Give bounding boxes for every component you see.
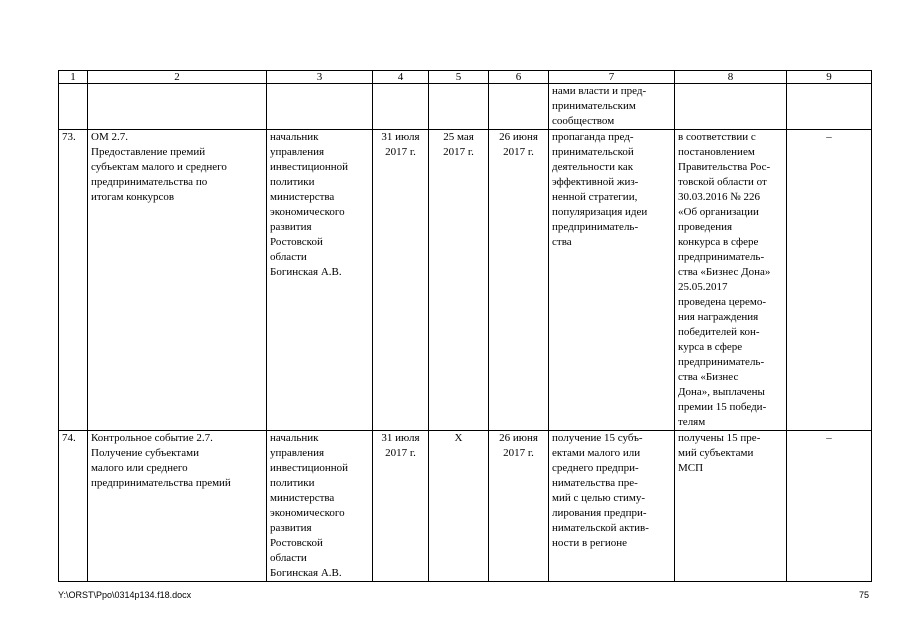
row-number: 74.	[59, 431, 88, 582]
header-cell: 9	[787, 71, 872, 84]
actual-end-date: 26 июня 2017 г.	[489, 431, 549, 582]
continuation-row	[59, 84, 872, 130]
empty-cell	[429, 84, 489, 130]
problems: –	[787, 130, 872, 431]
header-row	[59, 71, 872, 84]
header-cell: 5	[429, 71, 489, 84]
empty-cell	[88, 84, 267, 130]
row-number: 73.	[59, 130, 88, 431]
expected-result: пропаганда пред- принимательской деятельности как эффективной жиз- ненной стратегии, популяризация идеи предприниматель- ства	[549, 130, 675, 431]
file-path: Y:\ORST\Ppo\0314p134.f18.docx	[58, 590, 192, 600]
page-number: 75	[858, 590, 869, 600]
planned-date: 31 июля 2017 г.	[373, 130, 429, 431]
empty-cell	[267, 84, 373, 130]
report-table	[58, 70, 872, 582]
continuation-result-cell: нами власти и пред- принимательским сообществом	[549, 84, 675, 130]
problems: –	[787, 431, 872, 582]
header-cell: 1	[59, 71, 88, 84]
planned-date: 31 июля 2017 г.	[373, 431, 429, 582]
actual-result: получены 15 пре- мий субъектами МСП	[675, 431, 787, 582]
event-name: Контрольное событие 2.7. Получение субъектами малого или среднего предпринимательства премий	[88, 431, 267, 582]
responsible-person: начальник управления инвестиционной политики министерства экономического развития Ростовской области Богинская А.В.	[267, 130, 373, 431]
header-cell: 4	[373, 71, 429, 84]
empty-cell	[59, 84, 88, 130]
header-cell: 8	[675, 71, 787, 84]
header-cell: 7	[549, 71, 675, 84]
event-name: ОМ 2.7. Предоставление премий субъектам малого и среднего предпринимательства по итогам конкурсов	[88, 130, 267, 431]
empty-cell	[675, 84, 787, 130]
empty-cell	[787, 84, 872, 130]
responsible-person: начальник управления инвестиционной политики министерства экономического развития Ростовской области Богинская А.В.	[267, 431, 373, 582]
header-cell: 2	[88, 71, 267, 84]
actual-start-date: 25 мая 2017 г.	[429, 130, 489, 431]
actual-start-date: Х	[429, 431, 489, 582]
table-row-74	[59, 431, 872, 582]
expected-result: получение 15 субъ- ектами малого или среднего предпри- нимательства пре- мий с целью стиму- лирования предпри- нимательской актив- ности в регионе	[549, 431, 675, 582]
table-row-73	[59, 130, 872, 431]
empty-cell	[373, 84, 429, 130]
actual-result: в соответствии с постановлением Правительства Рос- товской области от 30.03.2016 № 226 «Об организации проведения конкурса в сфере предприниматель- ства «Бизнес Дона» 25.05.2017 проведена церемо- ния награждения победителей кон- курса в сфере предприниматель- ства «Бизнес Дона», выплачены премии 15 победи- телям	[675, 130, 787, 431]
header-cell: 6	[489, 71, 549, 84]
header-cell: 3	[267, 71, 373, 84]
actual-end-date: 26 июня 2017 г.	[489, 130, 549, 431]
empty-cell	[489, 84, 549, 130]
